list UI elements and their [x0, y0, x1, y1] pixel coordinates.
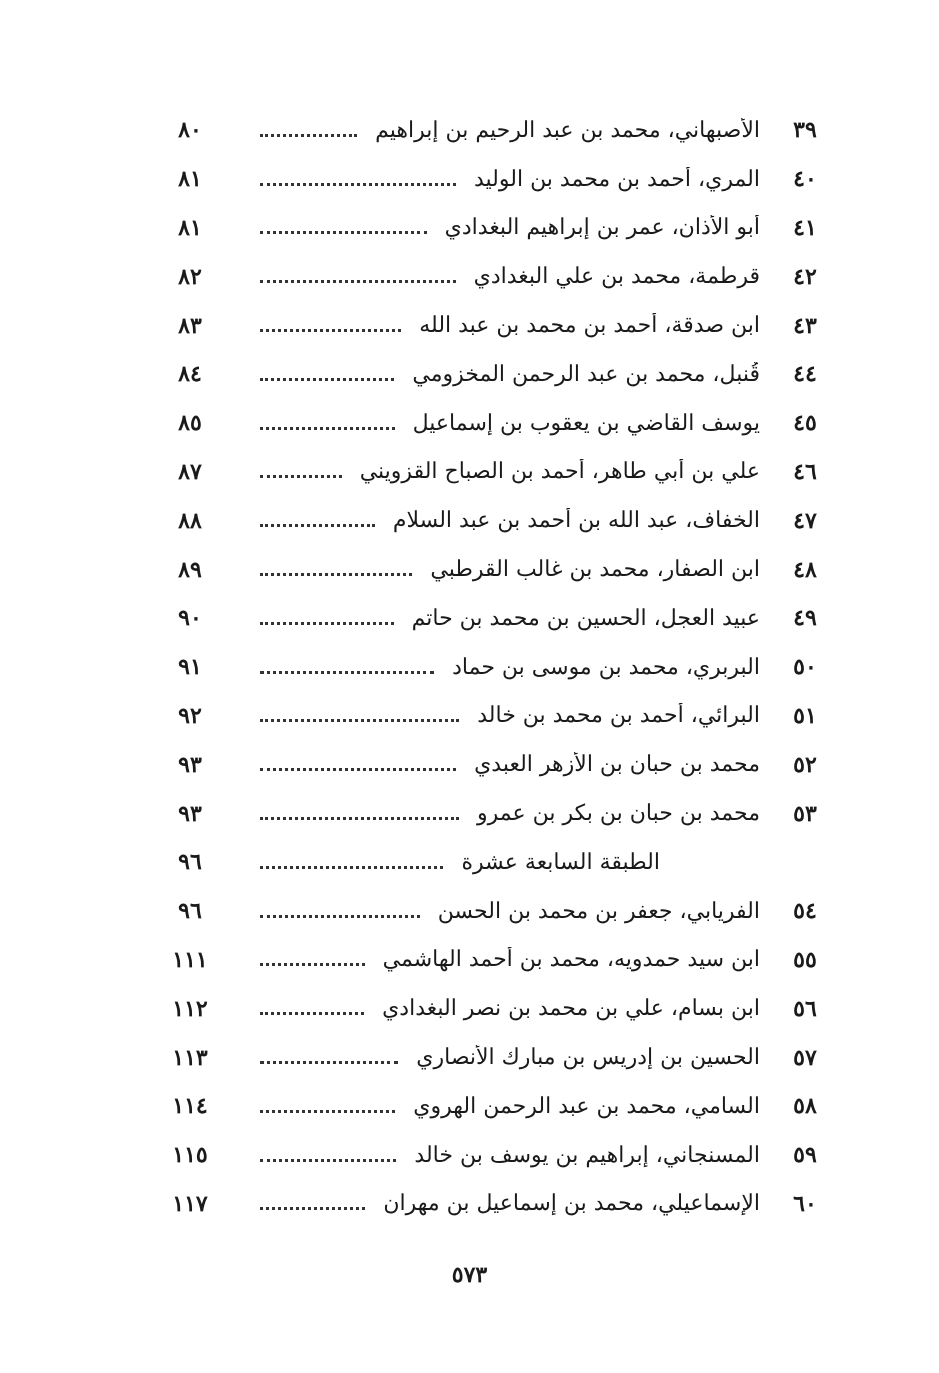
dot-leader	[260, 573, 412, 576]
dot-leader	[260, 817, 459, 820]
entry-title-cell	[230, 264, 760, 289]
entry-title: الخفاف، عبد الله بن أحمد بن عبد السلام	[392, 508, 760, 534]
toc-row	[150, 789, 850, 838]
entry-title-cell	[230, 655, 760, 680]
entry-page-number: ٨٩	[178, 556, 202, 583]
entry-page-number: ٩٣	[178, 751, 202, 778]
entry-title-cell	[230, 850, 760, 875]
toc-row	[150, 1131, 850, 1180]
entry-number: ٥١	[793, 702, 817, 729]
entry-number: ٥٢	[793, 751, 817, 778]
dot-leader	[260, 1061, 398, 1064]
dot-leader	[260, 622, 394, 625]
entry-title-cell	[230, 508, 760, 533]
dot-leader	[260, 768, 456, 771]
entry-number: ٤٨	[793, 556, 817, 583]
toc-row	[150, 496, 850, 545]
entry-title: البرائي، أحمد بن محمد بن خالد	[477, 703, 760, 729]
entry-title-cell	[230, 996, 760, 1021]
entry-number: ٤٦	[793, 458, 817, 485]
entry-number: ٤٤	[793, 361, 817, 388]
entry-page-number: ٨١	[178, 166, 202, 193]
entry-title: الإسماعيلي، محمد بن إسماعيل بن مهران	[383, 1191, 760, 1217]
dot-leader	[260, 134, 357, 137]
entry-title: ابن بسام، علي بن محمد بن نصر البغدادي	[382, 996, 760, 1022]
entry-number: ٥٠	[793, 654, 817, 681]
entry-page-number: ٩٣	[178, 800, 202, 827]
dot-leader	[260, 866, 443, 869]
entry-number: ٣٩	[793, 117, 817, 144]
entry-title: محمد بن حبان بن الأزهر العبدي	[474, 752, 760, 778]
entry-page-number: ٨١	[178, 214, 202, 241]
dot-leader	[260, 183, 456, 186]
entry-number: ٦٠	[793, 1190, 817, 1217]
entry-title: المسنجاني، إبراهيم بن يوسف بن خالد	[414, 1142, 760, 1168]
entry-title: يوسف القاضي بن يعقوب بن إسماعيل	[412, 410, 760, 436]
entry-title: محمد بن حبان بن بكر بن عمرو	[477, 801, 760, 827]
entry-number: ٤٠	[793, 166, 817, 193]
entry-page-number: ٨٥	[178, 410, 202, 437]
toc-row	[150, 448, 850, 497]
toc-row	[150, 301, 850, 350]
entry-page-number: ٨٨	[178, 507, 202, 534]
toc-row	[150, 399, 850, 448]
entry-title: ابن سيد حمدويه، محمد بن أحمد الهاشمي	[382, 947, 760, 973]
dot-leader	[260, 1159, 396, 1162]
entry-title-cell	[230, 606, 760, 631]
table-of-contents	[150, 106, 850, 1228]
entry-page-number: ١١٥	[172, 1142, 208, 1169]
entry-number: ٤١	[793, 214, 817, 241]
entry-title-cell	[230, 1094, 760, 1119]
entry-page-number: ٩٦	[178, 849, 202, 876]
entry-number: ٥٩	[793, 1142, 817, 1169]
dot-leader	[260, 915, 420, 918]
entry-page-number: ٨٠	[178, 117, 202, 144]
dot-leader	[260, 1110, 395, 1113]
entry-title: الطبقة السابعة عشرة	[461, 849, 660, 875]
entry-page-number: ٩١	[178, 654, 202, 681]
toc-row	[150, 252, 850, 301]
toc-row	[150, 155, 850, 204]
dot-leader	[260, 1207, 365, 1210]
entry-title-cell	[230, 313, 760, 338]
dot-leader	[260, 329, 401, 332]
dot-leader	[260, 963, 365, 966]
entry-title: قُنبل، محمد بن عبد الرحمن المخزومي	[412, 361, 760, 387]
entry-title-cell	[230, 947, 760, 972]
entry-title-cell	[230, 167, 760, 192]
dot-leader	[260, 1012, 364, 1015]
entry-title: البربري، محمد بن موسى بن حماد	[452, 654, 760, 680]
entry-page-number: ١١٣	[172, 1044, 208, 1071]
entry-number: ٥٥	[793, 946, 817, 973]
toc-row	[150, 350, 850, 399]
entry-page-number: ١١١	[172, 946, 208, 973]
dot-leader	[260, 524, 375, 527]
toc-row	[150, 887, 850, 936]
entry-title: السامي، محمد بن عبد الرحمن الهروي	[413, 1093, 760, 1119]
entry-number: ٥٣	[793, 800, 817, 827]
entry-number: ٥٦	[793, 995, 817, 1022]
toc-row	[150, 740, 850, 789]
toc-row	[150, 1082, 850, 1131]
toc-row	[150, 204, 850, 253]
entry-title: علي بن أبي طاهر، أحمد بن الصباح القزويني	[359, 459, 760, 485]
entry-number: ٤٢	[793, 263, 817, 290]
toc-row	[150, 692, 850, 741]
entry-number: ٥٨	[793, 1093, 817, 1120]
entry-title-cell	[230, 1045, 760, 1070]
entry-number: ٤٧	[793, 507, 817, 534]
entry-page-number: ١١٧	[172, 1190, 208, 1217]
toc-row	[150, 106, 850, 155]
dot-leader	[260, 231, 427, 234]
entry-page-number: ٩٦	[178, 898, 202, 925]
entry-page-number: ٨٧	[178, 458, 202, 485]
toc-row	[150, 1033, 850, 1082]
toc-row	[150, 936, 850, 985]
entry-title: عبيد العجل، الحسين بن محمد بن حاتم	[411, 605, 760, 631]
toc-row	[150, 643, 850, 692]
entry-page-number: ١١٤	[172, 1093, 208, 1120]
entry-number: ٤٩	[793, 605, 817, 632]
toc-row	[150, 545, 850, 594]
entry-title: أبو الأذان، عمر بن إبراهيم البغدادي	[444, 215, 760, 241]
dot-leader	[260, 671, 434, 674]
entry-title-cell	[230, 557, 760, 582]
entry-title-cell	[230, 362, 760, 387]
entry-title-cell	[230, 1191, 760, 1216]
entry-title: الفريابي، جعفر بن محمد بن الحسن	[437, 898, 760, 924]
entry-number: ٥٧	[793, 1044, 817, 1071]
section-heading-row	[150, 838, 850, 887]
entry-number: ٤٣	[793, 312, 817, 339]
dot-leader	[260, 280, 456, 283]
toc-row	[150, 984, 850, 1033]
entry-title: المري، أحمد بن محمد بن الوليد	[474, 166, 760, 192]
entry-title-cell	[230, 215, 760, 240]
entry-title-cell	[230, 459, 760, 484]
entry-page-number: ٨٣	[178, 312, 202, 339]
entry-number: ٤٥	[793, 410, 817, 437]
entry-title-cell	[230, 411, 760, 436]
dot-leader	[260, 719, 459, 722]
entry-title-cell	[230, 118, 760, 143]
entry-title: الأصبهاني، محمد بن عبد الرحيم بن إبراهيم	[375, 117, 760, 143]
entry-title-cell	[230, 752, 760, 777]
entry-page-number: ٩٠	[178, 605, 202, 632]
dot-leader	[260, 427, 395, 430]
dot-leader	[260, 378, 394, 381]
entry-title-cell	[230, 801, 760, 826]
entry-title: ابن الصفار، محمد بن غالب القرطبي	[430, 557, 760, 583]
page-number: ٥٧٣	[451, 1262, 488, 1288]
entry-page-number: ١١٢	[172, 995, 208, 1022]
entry-title: قرطمة، محمد بن علي البغدادي	[473, 264, 760, 290]
entry-page-number: ٨٤	[178, 361, 202, 388]
entry-number: ٥٤	[793, 898, 817, 925]
entry-title: ابن صدقة، أحمد بن محمد بن عبد الله	[419, 313, 760, 339]
entry-title-cell	[230, 899, 760, 924]
dot-leader	[260, 475, 342, 478]
entry-page-number: ٩٢	[178, 702, 202, 729]
entry-page-number: ٨٢	[178, 263, 202, 290]
entry-title-cell	[230, 1143, 760, 1168]
toc-row	[150, 594, 850, 643]
toc-row	[150, 1180, 850, 1229]
entry-title: الحسين بن إدريس بن مبارك الأنصاري	[416, 1045, 760, 1071]
entry-title-cell	[230, 703, 760, 728]
